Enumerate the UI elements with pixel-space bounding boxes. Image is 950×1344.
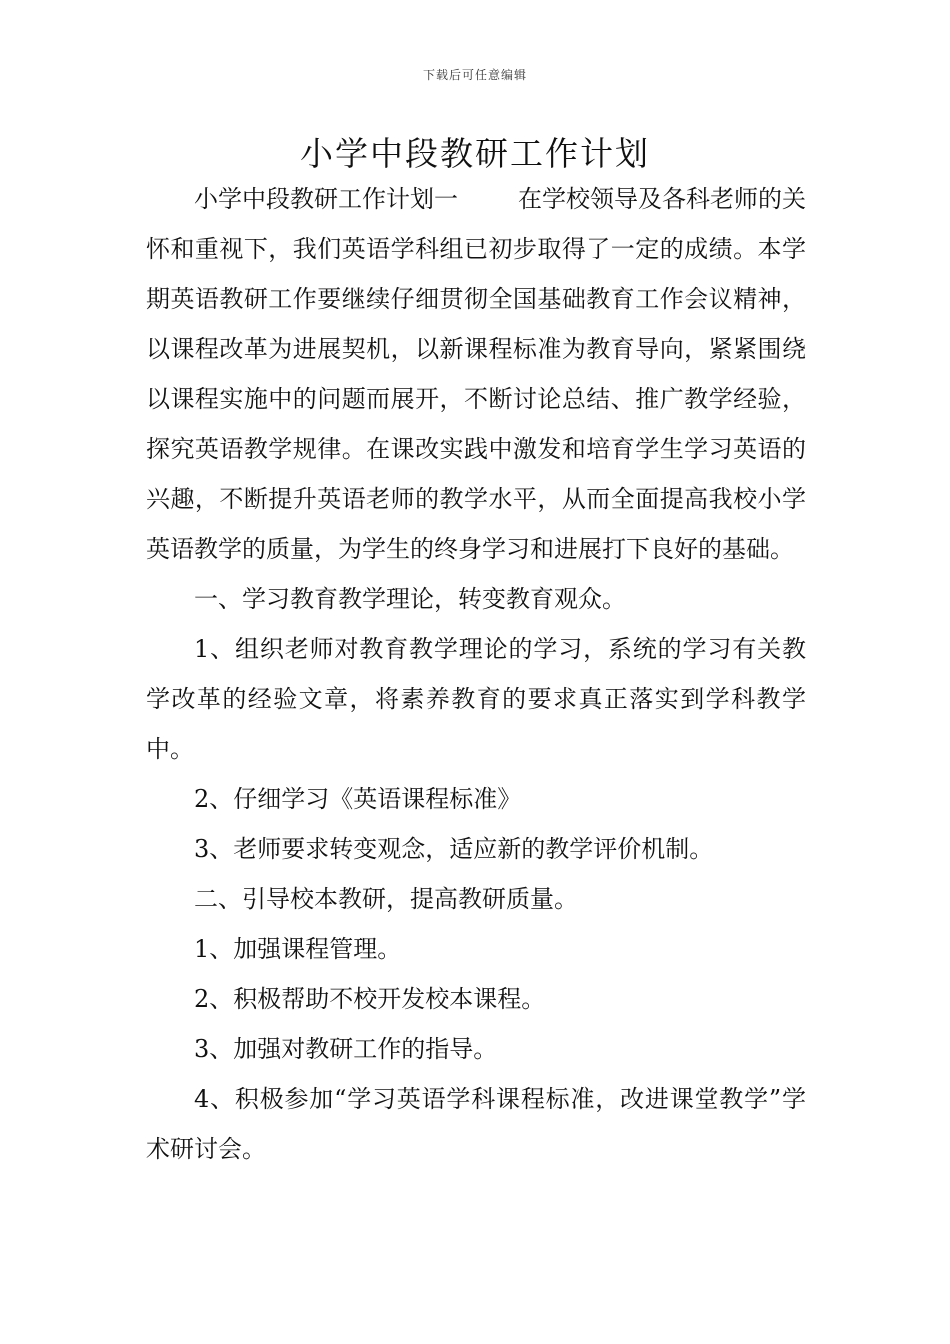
intro-text: 在学校领导及各科老师的关怀和重视下，我们英语学科组已初步取得了一定的成绩。本学期英语教研工作要继续仔细贯彻全国基础教育工作会议精神，以课程改革为进展契机，以新课程标准为教育导向，紧紧围绕以课程实施中的问题而展开，不断讨论总结、推广教学经验，探究英语教学规律。在课改实践中激发和培育学生学习英语的兴趣，不断提升英语老师的教学水平，从而全面提高我校小学英语教学的质量，为学生的终身学习和进展打下良好的基础。 bbox=[146, 185, 806, 563]
document-body bbox=[146, 174, 806, 1174]
list-item: 1、组织老师对教育教学理论的学习，系统的学习有关教学改革的经验文章，将素养教育的要求真正落实到学科教学中。 bbox=[146, 635, 806, 763]
section-heading-2: 二、引导校本教研，提高教研质量。 bbox=[194, 885, 578, 913]
header-note: 下载后可任意编辑 bbox=[422, 68, 527, 82]
list-item: 2、仔细学习《英语课程标准》 bbox=[194, 785, 522, 813]
list-item: 3、加强对教研工作的指导。 bbox=[194, 1035, 498, 1063]
list-item: 1、加强课程管理。 bbox=[194, 935, 402, 963]
intro-paragraph bbox=[146, 174, 806, 574]
document-title: 小学中段教研工作计划 bbox=[300, 134, 650, 173]
list-item: 2、积极帮助不校开发校本课程。 bbox=[194, 985, 546, 1013]
list-item: 4、积极参加“学习英语学科课程标准，改进课堂教学”学术研讨会。 bbox=[146, 1085, 806, 1163]
intro-lead: 小学中段教研工作计划一 bbox=[194, 185, 458, 213]
section-heading-1: 一、学习教育教学理论，转变教育观众。 bbox=[194, 585, 626, 613]
list-item: 3、老师要求转变观念，适应新的教学评价机制。 bbox=[194, 835, 714, 863]
